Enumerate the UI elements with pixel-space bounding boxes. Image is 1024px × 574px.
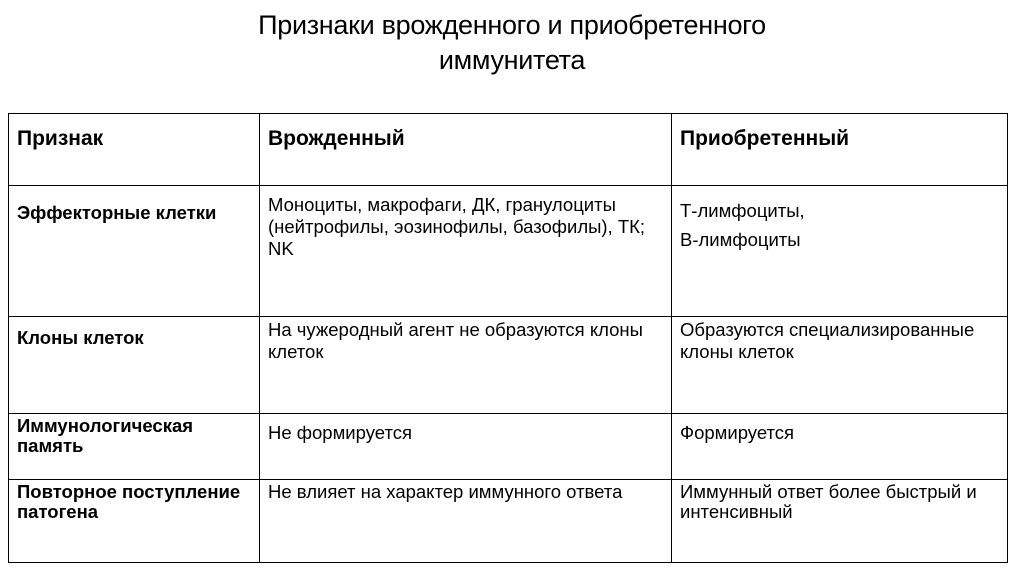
- row-innate-immunological-memory: Не формируется: [260, 414, 672, 480]
- header-acquired: Приобретенный: [672, 114, 1008, 186]
- row-acquired-effector-cells: [672, 186, 1008, 317]
- slide-title-line-1: Признаки врожденного и приобретенного: [258, 10, 766, 40]
- table-row: [9, 186, 1008, 317]
- row-acquired-cell-clones: Образуются специализированные клоны клеток: [672, 317, 1008, 414]
- table-header-row: [9, 114, 1008, 186]
- row-innate-cell-clones: На чужеродный агент не образуются клоны клеток: [260, 317, 672, 414]
- row-acquired-immunological-memory: Формируется: [672, 414, 1008, 480]
- comparison-table: [8, 113, 1008, 563]
- row-feature-immunological-memory: Иммунологическая память: [9, 414, 260, 480]
- table-row: [9, 480, 1008, 563]
- header-innate: Врожденный: [260, 114, 672, 186]
- row-feature-effector-cells: Эффекторные клетки: [9, 186, 260, 317]
- acquired-line-b-cells: В-лимфоциты: [680, 229, 801, 250]
- row-innate-effector-cells: Моноциты, макрофаги, ДК, гранулоциты (нейтрофилы, эозинофилы, базофилы), ТК; NK: [260, 186, 672, 317]
- row-innate-repeated-pathogen: Не влияет на характер иммунного ответа: [260, 480, 672, 563]
- slide-title-line-2: иммунитета: [438, 45, 586, 75]
- table-row: [9, 414, 1008, 480]
- slide-title: [0, 8, 1024, 78]
- row-feature-cell-clones: Клоны клеток: [9, 317, 260, 414]
- row-acquired-repeated-pathogen: Иммунный ответ более быстрый и интенсивный: [672, 480, 1008, 563]
- row-feature-repeated-pathogen: Повторное поступление патогена: [9, 480, 260, 563]
- acquired-line-t-cells: Т-лимфоциты,: [680, 200, 805, 221]
- header-feature: Признак: [9, 114, 260, 186]
- table-row: [9, 317, 1008, 414]
